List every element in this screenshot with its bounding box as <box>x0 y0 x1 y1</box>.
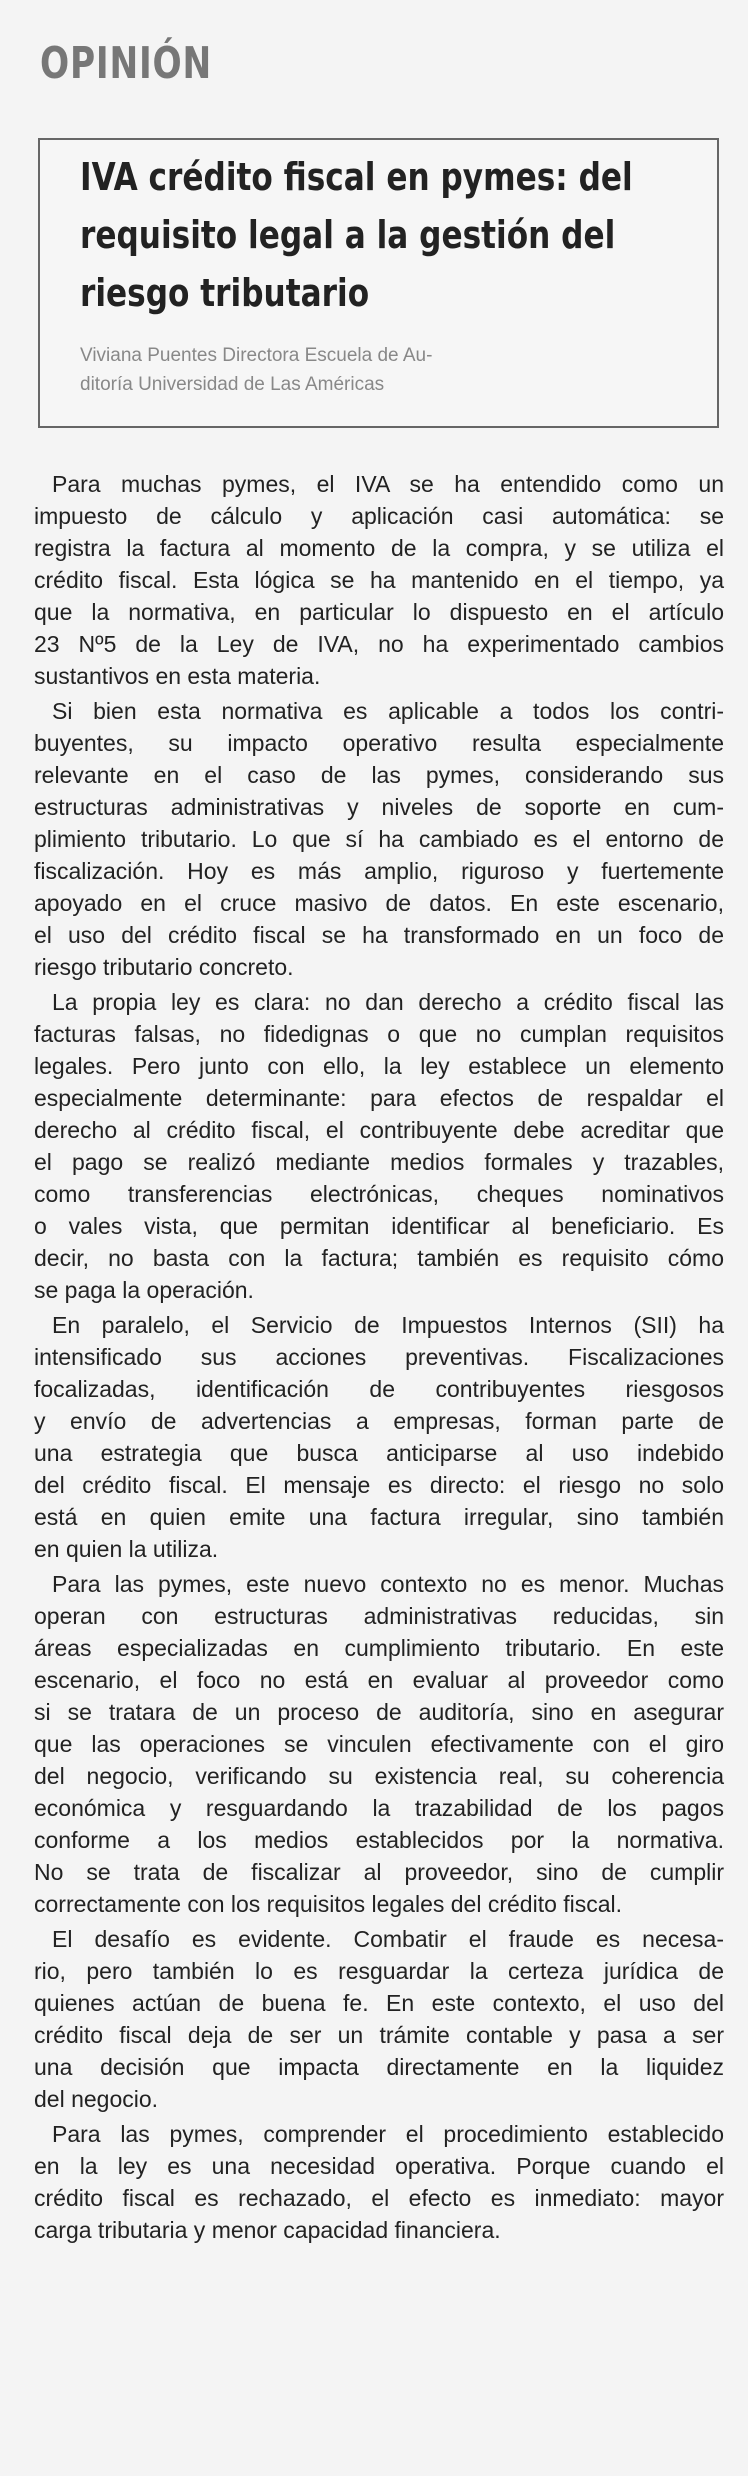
article-line: operan con estructuras administrativas reducidas, sin <box>34 1603 724 1629</box>
article-line: impuesto de cálculo y aplicación casi automática: se <box>34 503 724 529</box>
article-line: del crédito fiscal. El mensaje es directo: el riesgo no solo <box>34 1472 724 1498</box>
article-line: si se tratara de un proceso de auditoría, sino en asegurar <box>34 1699 724 1725</box>
article-line: o vales vista, que permitan identificar al beneficiario. Es <box>34 1213 724 1239</box>
article-line: y envío de advertencias a empresas, forman parte de <box>34 1408 724 1434</box>
article-line: carga tributaria y menor capacidad financiera. <box>34 2217 501 2243</box>
article-line: La propia ley es clara: no dan derecho a crédito fiscal las <box>52 989 724 1015</box>
article-line: Para las pymes, este nuevo contexto no es menor. Muchas <box>52 1571 724 1597</box>
article-line: focalizadas, identificación de contribuyentes riesgosos <box>34 1376 724 1402</box>
article-line: como transferencias electrónicas, cheques nominativos <box>34 1181 724 1207</box>
article-line: El desafío es evidente. Combatir el fraude es necesa- <box>52 1926 724 1952</box>
article-line: el pago se realizó mediante medios formales y trazables, <box>34 1149 724 1175</box>
article-line: fiscalización. Hoy es más amplio, riguroso y fuertemente <box>34 858 724 884</box>
article-line: decir, no basta con la factura; también es requisito cómo <box>34 1245 724 1271</box>
article-line: especialmente determinante: para efectos de respaldar el <box>34 1085 724 1111</box>
article-line: rio, pero también lo es resguardar la certeza jurídica de <box>34 1958 724 1984</box>
article-line: económica y resguardando la trazabilidad de los pagos <box>34 1795 724 1821</box>
article-line: estructuras administrativas y niveles de soporte en cum- <box>34 794 724 820</box>
article-line: que la normativa, en particular lo dispuesto en el artículo <box>34 599 724 625</box>
article-line: está en quien emite una factura irregular, sino también <box>34 1504 724 1530</box>
article-line: plimiento tributario. Lo que sí ha cambiado es el entorno de <box>34 826 724 852</box>
article-line: del negocio, verificando su existencia real, su coherencia <box>34 1763 724 1789</box>
article-line: áreas especializadas en cumplimiento tributario. En este <box>34 1635 724 1661</box>
article-line: una decisión que impacta directamente en la liquidez <box>34 2054 724 2080</box>
article-line: que las operaciones se vinculen efectivamente con el giro <box>34 1731 724 1757</box>
article-line: intensificado sus acciones preventivas. Fiscalizaciones <box>34 1344 724 1370</box>
article-paragraph <box>34 1923 724 2115</box>
article-line: Si bien esta normativa es aplicable a todos los contri- <box>52 698 724 724</box>
article-line: se paga la operación. <box>34 1277 254 1303</box>
article-line: el uso del crédito fiscal se ha transformado en un foco de <box>34 922 724 948</box>
article-line: relevante en el caso de las pymes, considerando sus <box>34 762 724 788</box>
article-line: conforme a los medios establecidos por la normativa. <box>34 1827 724 1853</box>
article-body <box>34 468 724 2249</box>
article-line: riesgo tributario concreto. <box>34 954 294 980</box>
byline-line: Viviana Puentes Directora Escuela de Au- <box>80 345 433 366</box>
article-line: en la ley es una necesidad operativa. Porque cuando el <box>34 2153 724 2179</box>
article-line: registra la factura al momento de la compra, y se utiliza el <box>34 535 724 561</box>
section-label: OPINIÓN <box>40 38 212 89</box>
article-paragraph <box>34 695 724 983</box>
article-line: una estrategia que busca anticiparse al uso indebido <box>34 1440 724 1466</box>
headline-box <box>38 138 719 428</box>
article-line: en quien la utiliza. <box>34 1536 219 1562</box>
article-line: legales. Pero junto con ello, la ley establece un elemento <box>34 1053 724 1079</box>
article-line: facturas falsas, no fidedignas o que no cumplan requisitos <box>34 1021 724 1047</box>
article-line: quienes actúan de buena fe. En este contexto, el uso del <box>34 1990 724 2016</box>
article-paragraph <box>34 1309 724 1565</box>
article-line: correctamente con los requisitos legales del crédito fiscal. <box>34 1891 623 1917</box>
article-line: apoyado en el cruce masivo de datos. En este escenario, <box>34 890 724 916</box>
article-line: del negocio. <box>34 2086 159 2112</box>
article-paragraph <box>34 2118 724 2246</box>
article-line: crédito fiscal deja de ser un trámite contable y pasa a ser <box>34 2022 724 2048</box>
article-line: buyentes, su impacto operativo resulta especialmente <box>34 730 724 756</box>
headline-line: requisito legal a la gestión del <box>80 213 616 257</box>
article-line: sustantivos en esta materia. <box>34 663 321 689</box>
article-line: crédito fiscal es rechazado, el efecto es inmediato: mayor <box>34 2185 724 2211</box>
article-line: Para las pymes, comprender el procedimiento establecido <box>52 2121 724 2147</box>
article-line: derecho al crédito fiscal, el contribuyente debe acreditar que <box>34 1117 724 1143</box>
article-line: Para muchas pymes, el IVA se ha entendido como un <box>52 471 724 497</box>
article-paragraph <box>34 1568 724 1920</box>
byline-line: ditoría Universidad de Las Américas <box>80 374 385 395</box>
article-line: 23 Nº5 de la Ley de IVA, no ha experimentado cambios <box>34 631 724 657</box>
headline-line: IVA crédito fiscal en pymes: del <box>80 155 633 199</box>
article-paragraph <box>34 986 724 1306</box>
headline-line: riesgo tributario <box>80 271 370 315</box>
article-line: En paralelo, el Servicio de Impuestos Internos (SII) ha <box>52 1312 724 1338</box>
article-line: No se trata de fiscalizar al proveedor, sino de cumplir <box>34 1859 724 1885</box>
article-line: escenario, el foco no está en evaluar al proveedor como <box>34 1667 724 1693</box>
article-line: crédito fiscal. Esta lógica se ha mantenido en el tiempo, ya <box>34 567 724 593</box>
article-paragraph <box>34 468 724 692</box>
